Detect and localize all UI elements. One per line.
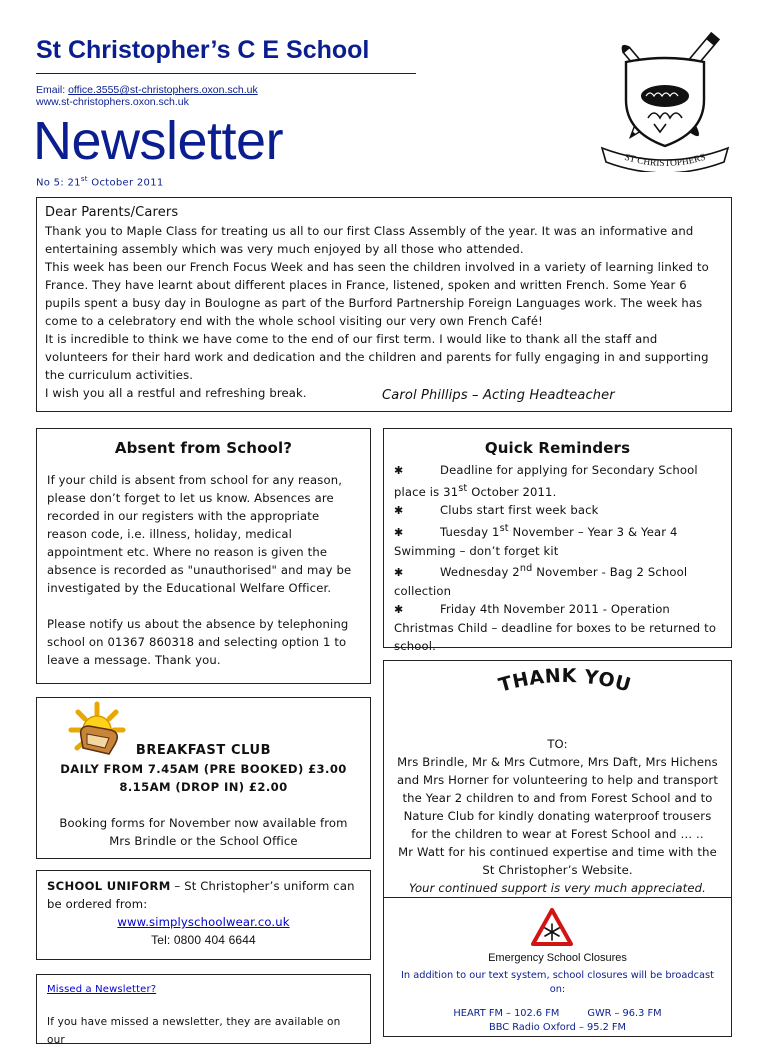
absent-title: Absent from School? [114,439,293,457]
thanks-closing: Your continued support is very much appreciated. [408,881,706,895]
thanks-paragraph-2: Mr Watt for his continued expertise and time with the St Christopher’s Website. [398,845,717,877]
website-line[interactable]: www.st-christophers.oxon.sch.uk [36,96,189,108]
reminders-box [383,428,732,653]
reminder-item-2 [394,501,721,520]
reminder-4-tail: November - Bag 2 School collection [394,564,688,598]
absent-paragraph-2: Please notify us about the absence by telephoning school on 01367 860318 and selecting option 1 to leave a message. Thank you. [47,617,349,667]
closures-intro: In addition to our text system, school closures will be broadcast on: [401,970,714,995]
breakfast-line-1: DAILY FROM 7.45AM (PRE BOOKED) £3.00 [60,762,347,776]
issue-line [36,175,164,188]
reminder-item-5 [394,600,721,655]
school-crest-icon [596,26,734,172]
reminder-item-4 [394,560,721,600]
uniform-desc: – St Christopher’s uniform can be ordered from: [47,879,355,911]
reminders-title: Quick Reminders [484,439,631,457]
uniform-text [47,877,360,913]
issue-suffix: October 2011 [87,177,164,189]
reminder-1-tail: October 2011. [467,484,557,499]
uniform-link[interactable]: www.simplyschoolwear.co.uk [117,915,290,929]
reminder-3-text: Tuesday 1 [440,524,500,539]
letter-signature: Carol Phillips – Acting Headteacher [382,388,615,403]
letter-paragraph-2: This week has been our French Focus Week and has seen the children involved in a variety of learning linked to France. They have learnt about different places in France, listened, spoken and written French. Some Year 6 pupils spent a busy day in Boulogne as part of the Burford Partnership Foreign Languages work. The week has come to a celebratory end with the whole school visiting our very own French Café! [45,260,709,328]
school-name: St Christopher’s C E School [36,36,370,64]
thanks-paragraph-1: Mrs Brindle, Mr & Mrs Cutmore, Mrs Daft, Mrs Hichens and Mrs Horner for volunteering to help and transport the Year 2 children to and from Forest School and to Nature Club for kindly donating waterproof trousers for the children to wear at Forest School and … .. [396,755,719,841]
reminder-3-tail: November – Year 3 & Year 4 Swimming – don’t forget kit [394,524,678,558]
breakfast-note: Booking forms for November now available from Mrs Brindle or the School Office [59,816,348,848]
bullet-star-icon: ✱ [394,602,404,616]
bullet-star-icon: ✱ [394,525,404,539]
closures-radio-1: HEART FM – 102.6 FM GWR – 96.3 FM [453,1008,662,1019]
bullet-star-icon: ✱ [394,565,404,579]
reminder-4-text: Wednesday 2 [440,564,520,579]
issue-prefix: No 5: 21 [36,177,81,189]
reminder-1-sup: st [458,483,468,494]
breakfast-title: BREAKFAST CLUB [135,743,272,758]
thanks-to: TO: [547,737,568,751]
email-link[interactable]: office.3555@st-christophers.oxon.sch.uk [68,84,258,96]
bullet-star-icon: ✱ [394,464,404,477]
bullet-star-icon: ✱ [394,503,404,517]
reminder-4-sup: nd [519,562,533,574]
header-rule [36,73,416,74]
absent-paragraph-1: If your child is absent from school for any reason, please don’t forget to let us know. Absences are recorded in our registers with the appropriate reason code, i.e. illness, holiday, medical appointment etc. Where no reason is given the absence is recorded as "unauthorised" and may be investigated by the Educational Welfare Officer. [47,473,352,595]
reminder-3-sup: st [499,522,509,534]
uniform-tel: Tel: 0800 404 6644 [151,933,256,947]
thank-you-banner-text: THANK YOU [496,664,634,697]
issue-sup: st [80,175,88,183]
letter-paragraph-1: Thank you to Maple Class for treating us all to our first Class Assembly of the year. It was an informative and entertaining assembly which was very much enjoyed by all those who attended. [45,224,694,256]
email-label: Email: [36,84,69,96]
breakfast-line-2: 8.15AM (DROP IN) £2.00 [119,780,288,794]
reminder-item-3 [394,520,721,560]
letter-paragraph-3: It is incredible to think we have come to the end of our first term. I would like to thank all the staff and volunteers for their hard work and dedication and the children and parents for fully engaging in and supporting the curriculum activities. [45,332,709,382]
reminder-item-1 [394,461,721,501]
reminder-1-text: Deadline for applying for Secondary School place is 31 [394,463,698,499]
newsletter-title: Newsletter [33,111,284,171]
email-line [36,84,258,96]
headteacher-letter [36,197,732,412]
letter-greeting: Dear Parents/Carers [45,205,179,220]
contact-block [36,84,258,108]
missed-text: If you have missed a newsletter, they are available on our [47,1016,341,1046]
snow-warning-icon [531,908,573,946]
reminder-2-text: Clubs start first week back [440,502,599,517]
letter-paragraph-4: I wish you all a restful and refreshing break. [45,386,307,400]
missed-title[interactable]: Missed a Newsletter? [47,984,157,995]
thank-you-banner [485,664,645,704]
closures-radio-2: BBC Radio Oxford – 95.2 FM [488,1022,627,1033]
crest-text: ST CHRISTOPHERS [623,152,707,170]
missed-newsletter-box [36,974,371,1044]
uniform-link-line [47,913,360,931]
closures-title: Emergency School Closures [488,952,627,964]
toast-sun-icon [67,700,127,758]
uniform-label: SCHOOL UNIFORM [47,879,171,893]
reminder-5-text: Friday 4th November 2011 - Operation Christmas Child – deadline for boxes to be returned to school. [394,601,717,653]
uniform-box [36,870,371,960]
absent-box [36,428,371,684]
